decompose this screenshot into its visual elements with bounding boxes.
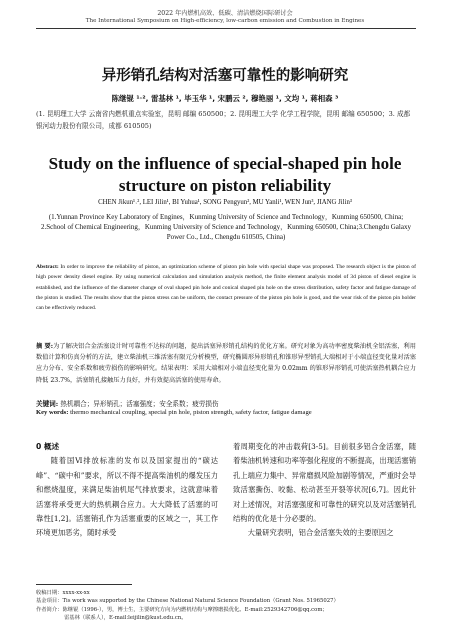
authors-chinese: 陈继锟 ¹˒², 雷基林 ¹, 毕玉华 ¹, 宋鹏云 ², 穆艳丽 ¹, 文均 ¹, 蒋相森 ³ [111,94,339,103]
title-english-line1: Study on the influence of special-shaped pin hole [48,154,402,173]
keywords-chinese-text: 热机耦合；异形销孔；活塞强度；安全系数；疲劳损伤 [60,400,219,408]
footnotes [36,589,426,623]
authors-english: CHEN Jikun¹˒², LEI Jilin¹, BI Yuhua¹, SONG Pengyun², MU Yanli¹, WEN Jun³, JIANG Jilin³ [98,199,352,206]
abstract-chinese [36,341,416,386]
title-english-line2: structure on piston reliability [118,176,332,195]
footnote-received: 收稿日期：xxxx-xx-xx [36,590,90,596]
body-column-left [36,440,218,541]
footnote-corresponding: 雷基林（联系人），E-mail:leijilin@kust.edu.cn。 [64,615,187,622]
body-paragraph: 大量研究表明，铝合金活塞失效的主要原因之 [247,528,394,538]
body-paragraph: 着周期变化的冲击载荷[3-5]。目前很多铝合金活塞，随着柴油机转速和功率等强化程度的不断提高，出现活塞销孔上端应力集中、异常磨损风险加剧等情况，严重时会导致活塞撕伤、咬黏、松动甚至开裂等状况[6,7]。因此针对上述情况，对活塞强度和可靠性的研究以及对活塞销孔结构的优化是十分必要的。 [233,442,416,524]
section-heading: 0 概述 [36,442,60,451]
footnote-rule [36,584,132,585]
keywords-english-label: Key words: [36,409,69,416]
keywords-english [36,409,416,416]
body-column-right [233,440,416,541]
body-paragraph: 随着国Ⅵ排放标准的发布以及国家提出的“碳达峰”、“碳中和”要求，所以不得不提高柴油机的爆发压力和燃烧温度，来满足柴油机尾气排放要求，这就意味着活塞将承受更大的热机耦合应力。大大降低了活塞的可靠性[1,2]。活塞销孔作为活塞重要的区域之一，其工作环境更加恶劣，随时承受 [36,456,218,538]
header-rule [36,28,416,29]
abstract-english [36,262,416,313]
affiliation-english: (1.Yunnan Province Key Laboratory of Engines，Kunming University of Science and Technology，Kunming 650500, China; 2.School of Chemical Engineering，Kunming University of Science and Technology，Kunming 650500, China;3.Chengdu Galaxy Power Co., Ltd., Chengdu 610505, China) [41,213,411,242]
header-english: The International Symposium on High-efficiency, low-carbon emission and Combustion in Engines [85,18,365,24]
keywords-chinese [36,398,416,408]
abstract-chinese-text: 为了解决铝合金活塞设计时可靠性不达标的问题，提出活塞异形销孔结构的优化方案。研究对象为高功率密度柴油机全铝活塞，利用数值计算和仿真分析的方法，建立柴油机三维活塞有限元分析模型，研究椭圆形异形销孔和锥形异型销孔大端相对于小端直径变化量对活塞应力分布、安全系数和疲劳损伤的影响研究。结果表明：采用大端相对小端直径变化量为 0.02mm 的锥形异形销孔可使活塞热机耦合应力降低 23.7%，活塞销孔接触压力良好，并有效提高活塞的使用寿命。 [36,343,416,384]
abstract-english-label: Abstract: [36,264,59,270]
header-chinese: 2022 年内燃机高效、低碳、清洁燃烧国际研讨会 [157,10,293,17]
affiliation-chinese: (1. 昆明理工大学 云南省内燃机重点实验室，昆明 邮编 650500；2. 昆明理工大学 化学工程学院，昆明 邮编 650500；3. 成都银河动力股份有限公司，成都 610505) [36,110,411,130]
title-english [40,153,410,197]
footnote-author: 作者简介：陈继锟（1996-），男，博士生，主要研究方向为内燃机结构与摩擦磨损优化。E-mail:2529342706@qq.com； [36,606,328,613]
keywords-english-text: thermo mechanical coupling, special pin hole, piston strength, safety factor, fatigue damage [70,409,312,416]
abstract-english-text: In order to improve the reliability of piston, an optimization scheme of piston pin hole with special shape was proposed. The research object is the piston of high power density diesel engine. By using numerical calculation and simulation analysis method, the finite element analysis model of 3d piston of diesel engine is established, and the influence of the diameter change of oval shaped pin hole and conical shaped pin hole on the stress distribution, safety factor and fatigue damage of the piston is studied. The results show that the piston stress can be uniform, the contact pressure of the piston pin hole is good, and the wear risk of the piston pin holder can be effectively reduced. [36,264,416,312]
footnote-funding: 基金项目：Tis work was supported by the Chinese National Natural Science Foundation（Grant Nos. 51965027） [36,598,339,605]
abstract-chinese-label: 摘 要: [36,343,54,350]
keywords-chinese-label: 关键词: [36,400,59,408]
title-chinese: 异形销孔结构对活塞可靠性的影响研究 [101,68,349,84]
